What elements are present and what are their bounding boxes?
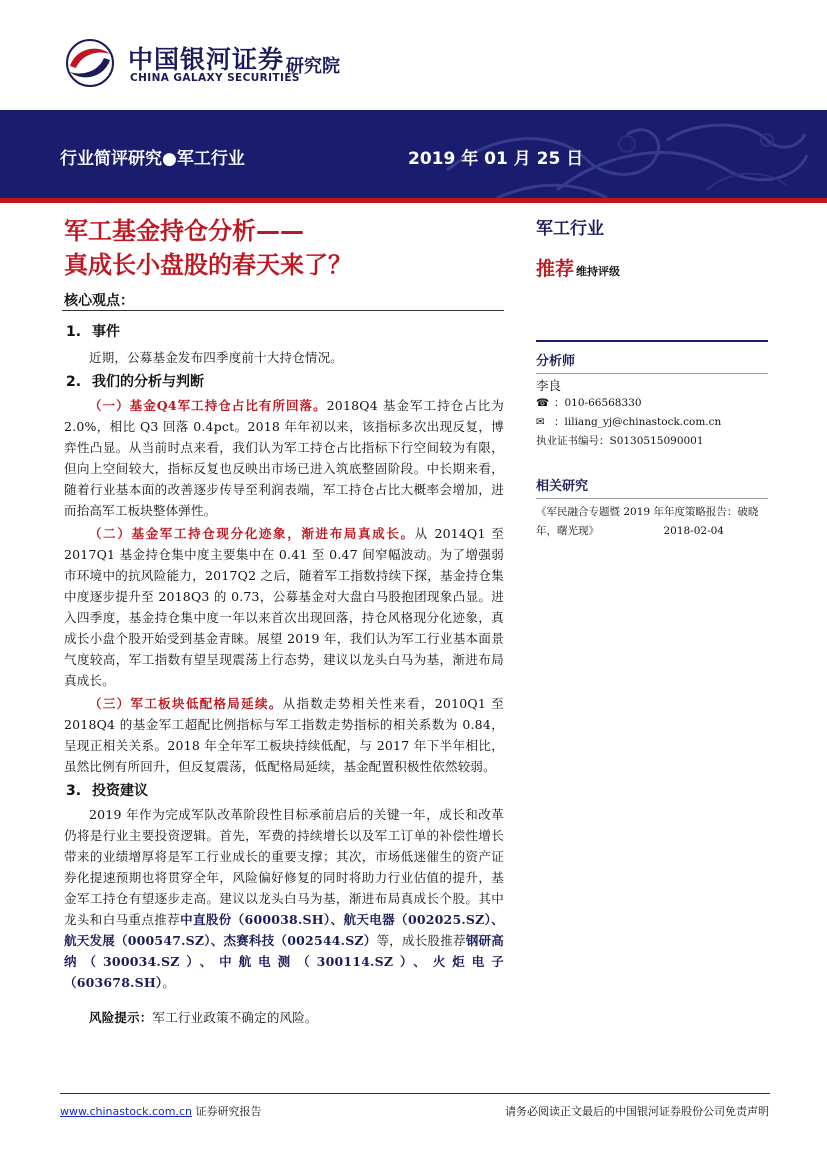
related-divider [536,498,768,499]
logo-chinese-name: 中国银河证券 [128,45,285,74]
header-banner [0,110,827,202]
disclaimer-notice: 请务必阅读正文最后的中国银河证券股份公司免责声明 [505,1105,769,1118]
section-2-paragraph-2: （二）基金军工持仓现分化迹象，渐进布局真成长。从 2014Q1 至 2017Q1 基金持仓集中度主要集中在 0.41 至 0.47 间窄幅波动。为了增强弱市环境中的抗风险能力，2017Q2 之后，随着军工指数持续下探，基金持仓集中度逐步提升至 2018Q3 的 0.73，公募基金对大盘白马股抱团现象凸显。进入四季度，基金持仓集中度一年以来首次出现回落，持仓风格现分化迹象，真成长小盘个股开始受到基金青睐。展望 2019 年，我们认为军工行业基本面景气度较高，军工指数有望呈现震荡上行态势，建议以龙头白马为基，渐进布局真成长。 [64,526,504,688]
banner-divider [0,198,827,203]
institute-label: 研究院 [286,56,340,77]
section-3-paragraph: 2019 年作为完成军队改革阶段性目标承前启后的关键一年，成长和改革仍将是行业主要投资逻辑。首先，军费的持续增长以及军工订单的补偿性增长带来的业绩增厚将是军工行业成长的重要支撑；其次，市场低迷催生的资产证券化提速预期也将贯穿全年，风险偏好修复的同时将助力行业估值的提升，基金军工持仓有望逐步走高。建议以龙头白马为基，渐进布局真成长个股。其中龙头和白马重点推荐中直股份（600038.SH）、航天电器（002025.SZ）、航天发展（000547.SZ）、杰赛科技（002544.SZ）等，成长股推荐钢研高纳（300034.SZ）、中航电测（300114.SZ）、火炬电子（603678.SH）。 [64,807,505,990]
title-line-1: 军工基金持仓分析—— [64,217,304,245]
analyst-name: 李良 [536,378,562,393]
section-3-heading: 3. 投资建议 [66,783,148,799]
sidebar [536,214,768,541]
core-divider [62,310,504,311]
analyst-heading: 分析师 [536,354,576,369]
analyst-divider [536,373,768,374]
footer-divider [60,1093,770,1094]
related-research-item[interactable] [536,503,768,541]
main-content [64,318,504,1030]
analyst-phone: ☎ ：010-66568330 [536,394,768,413]
website-link[interactable]: www.chinastock.com.cn [60,1105,192,1118]
report-date: 2019 年 01 月 25 日 [408,149,584,169]
logo-english-name: CHINA GALAXY SECURITIES [130,72,300,84]
sidebar-industry: 军工行业 [536,219,604,239]
section-1-heading: 1. 事件 [66,324,120,340]
analyst-license: 执业证书编号：S0130515090001 [536,435,704,447]
report-category: 行业简评研究●军工行业 [60,149,245,169]
related-research-heading: 相关研究 [536,479,589,494]
galaxy-logo-icon [64,38,116,88]
rating-block [536,254,768,284]
analyst-email: ✉ ：liliang_yj@chinastock.com.cn [536,413,768,432]
company-logo [50,30,370,96]
title-line-2: 真成长小盘股的春天来了？ [64,251,352,279]
email-icon: ✉ [536,416,545,428]
footer-left [60,1103,261,1119]
rating-note: 维持评级 [576,265,621,278]
related-date: 2018-02-04 [663,525,724,537]
section-2-paragraph-3: （三）军工板块低配格局延续。从指数走势相关性来看，2010Q1 至 2018Q4 的基金军工超配比例指标与军工指数走势指标的相关系数为 0.84，呈现正相关关系。2018 年全年军工板块持续低配，与 2017 年下半年相比，虽然比例有所回升，但反复震荡，低配格局延续，基金配置积极性依然较弱。 [64,696,504,774]
section-2-paragraph-1: （一）基金Q4军工持仓占比有所回落。2018Q4 基金军工持仓占比为 2.0%，相比 Q3 回落 0.4pct。2018 年年初以来，该指标多次出现反复，博弈性凸显。从当前时点来看，我们认为军工持仓占比指标下行空间较为有限，但向上空间较大，指标反复也反映出市场已进入筑底整固阶段。中长期来看，随着行业基本面的改善逐步传导至利润表端，军工持仓占比大概率会增加，进而抬高军工板块整体弹性。 [64,398,505,518]
footer-report-type: 证券研究报告 [191,1105,262,1118]
risk-warning: 风险提示：军工行业政策不确定的风险。 [89,1010,318,1025]
sidebar-divider [536,340,768,342]
recommended-stocks-growth: 钢研高纳（300034.SZ）、中航电测（300114.SZ）、火炬电子（603678.SH） [64,933,505,990]
section-1-text: 近期，公募基金发布四季度前十大持仓情况。 [89,350,344,365]
section-2-heading: 2. 我们的分析与判断 [66,374,204,390]
recommended-stocks-leaders: 中直股份（600038.SH）、航天电器（002025.SZ）、航天发展（000547.SZ）、杰赛科技（002544.SZ） [64,912,504,948]
report-title [64,214,352,282]
core-viewpoints-label: 核心观点： [64,293,134,309]
rating-value: 推荐 [536,258,575,280]
phone-icon: ☎ [536,397,550,409]
related-title: 《军民融合专题暨 2019 年年度策略报告：破晓年，曙光现》 [536,506,759,537]
